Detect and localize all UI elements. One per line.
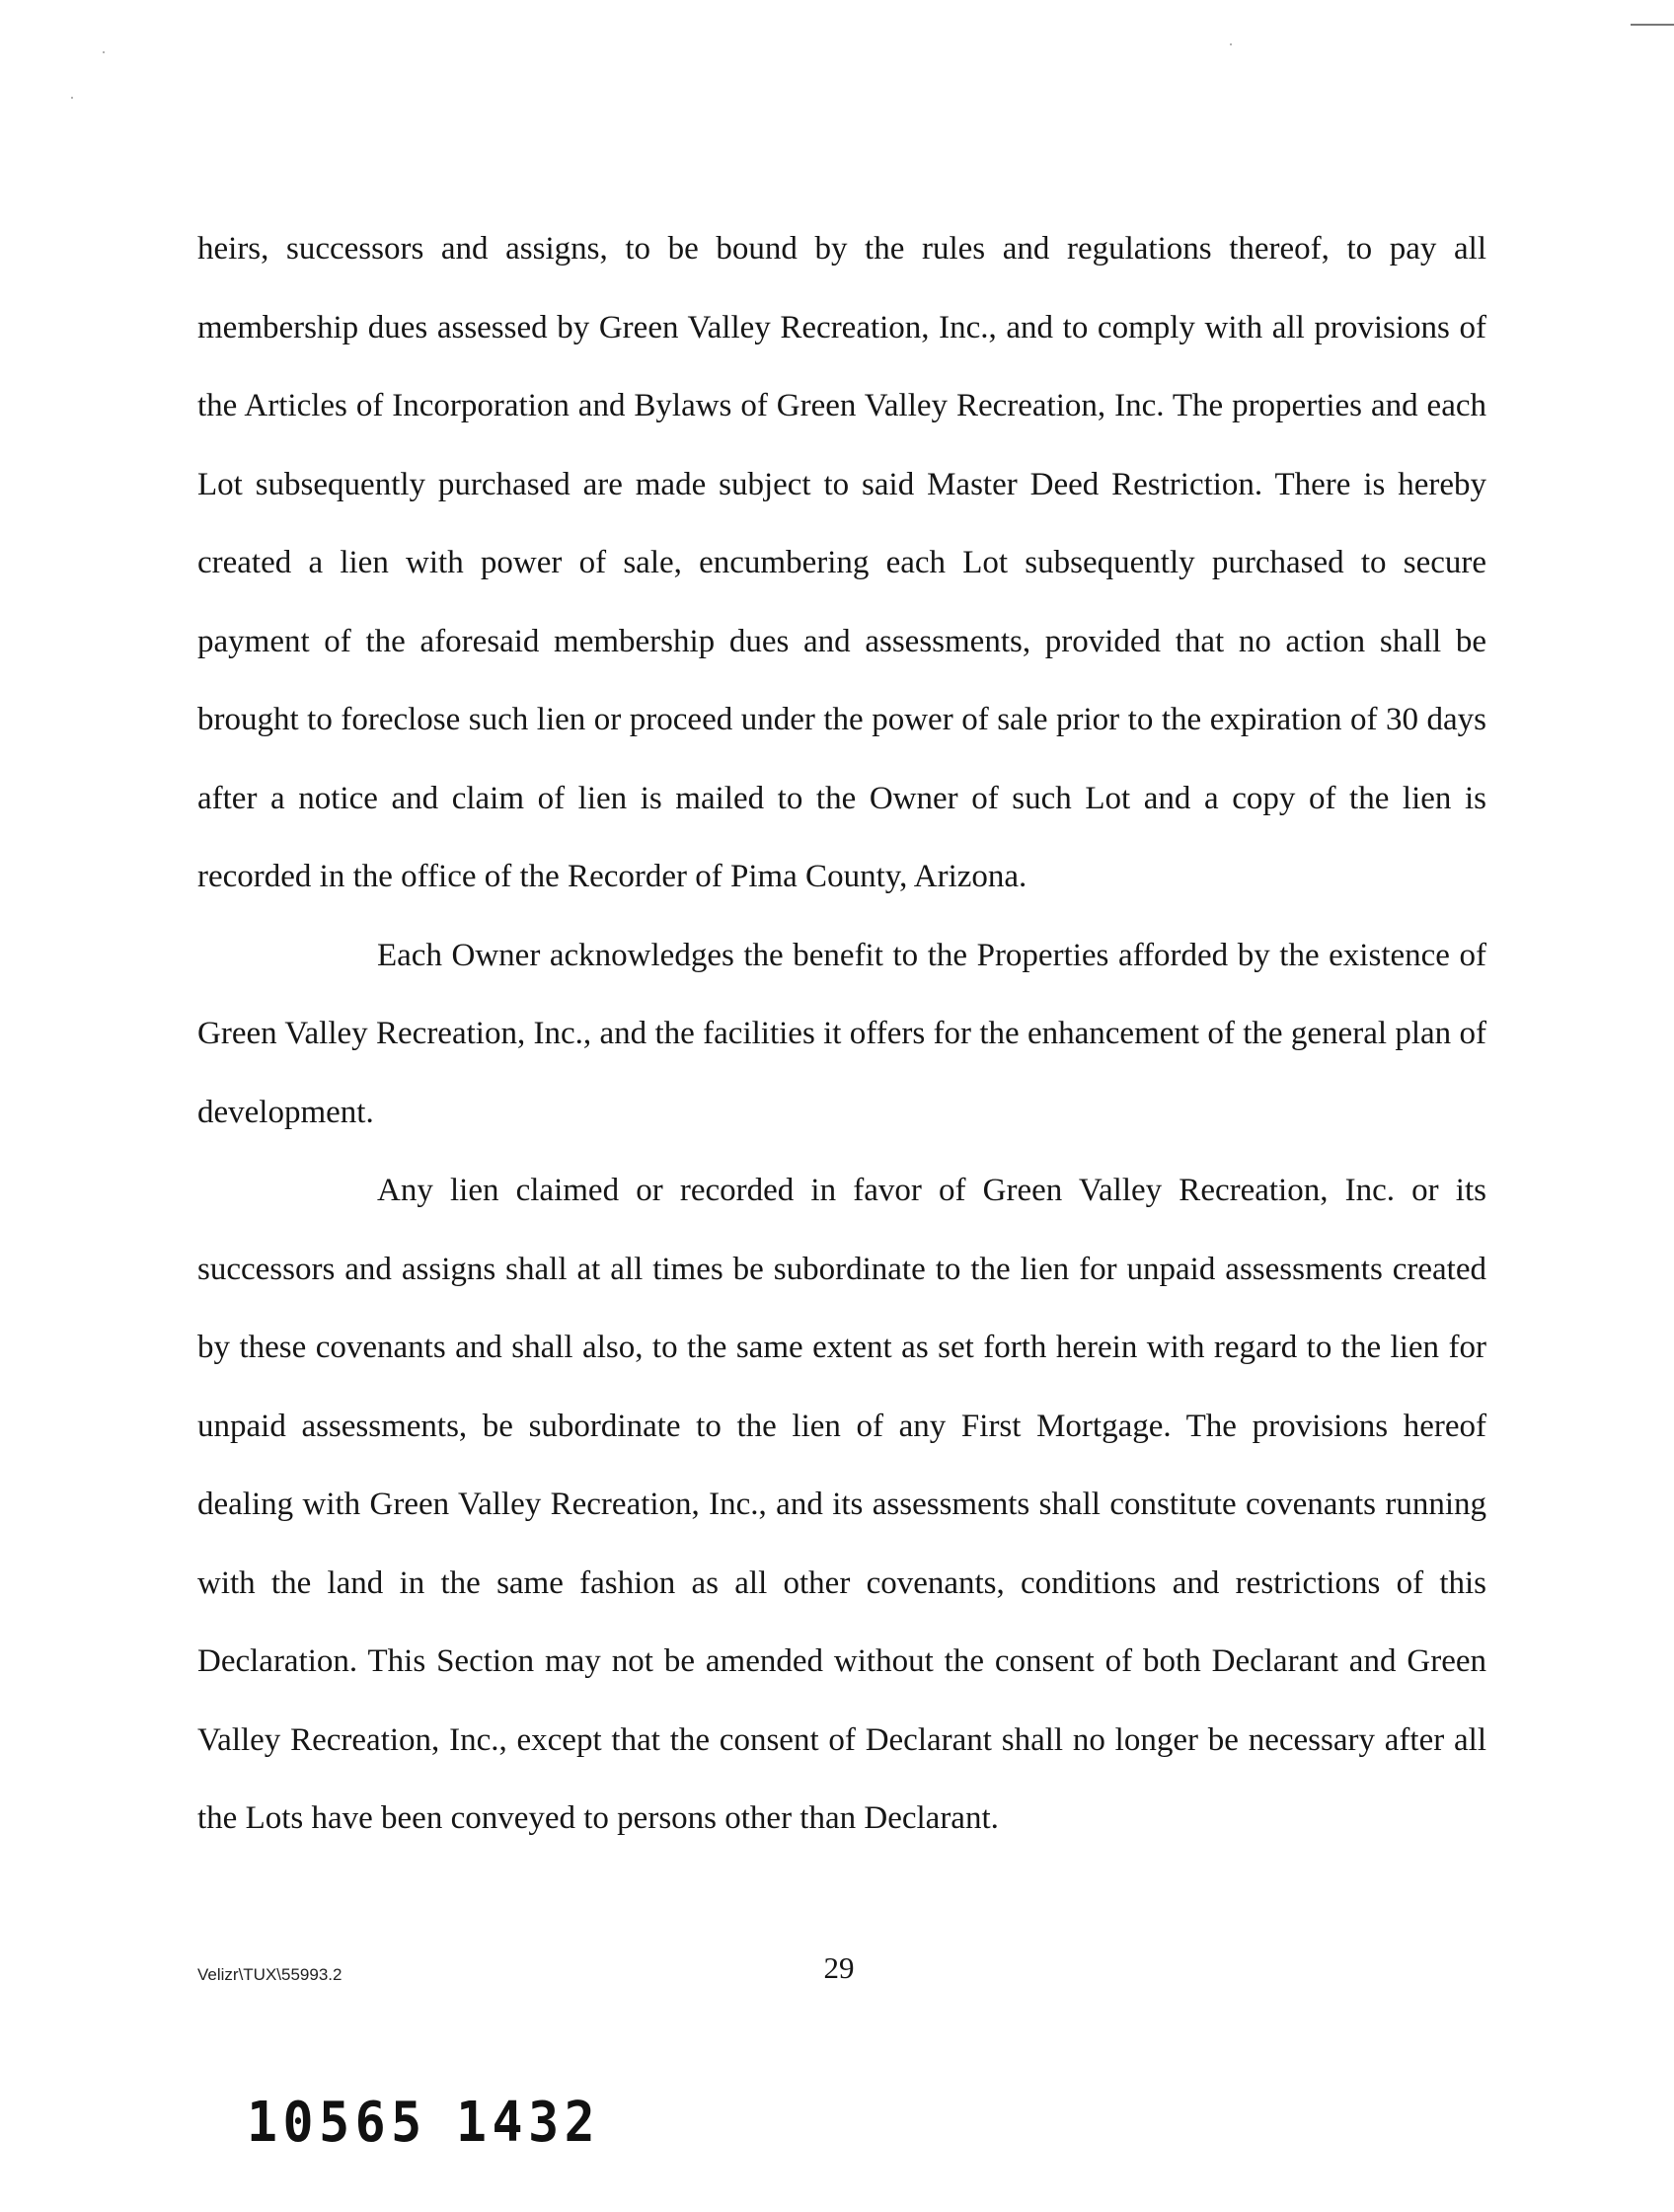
recording-page-number: 1432: [456, 2091, 601, 2155]
paragraph-lien-subordination: Any lien claimed or recorded in favor of Green Valley Recreation, Inc. or its successors and assigns shall at all times be subordinate to the lien for unpaid assessments created by these covenants and shall also, to the same extent as set forth herein with regard to the lien for unpaid assessments, be subordinate to the lien of any First Mortgage. The provisions hereof dealing with Green Valley Recreation, Inc., and its assessments shall constitute covenants running with the land in the same fashion as all other covenants, conditions and restrictions of this Declaration. This Section may not be amended without the consent of both Declarant and Green Valley Recreation, Inc., except that the consent of Declarant shall no longer be necessary after all the Lots have been conveyed to persons other than Declarant.: [197, 1173, 1486, 1836]
recording-book-number: 10565: [247, 2091, 427, 2155]
footer-document-id: Velizr\TUX\55993.2: [197, 1965, 342, 1984]
scan-speck: [71, 97, 73, 99]
scan-speck: [1230, 43, 1232, 45]
paragraph-dues-lien: heirs, successors and assigns, to be bound by the rules and regulations thereof, to pay all membership dues assessed by Green Valley Recreation, Inc., and to comply with all provisions of the Articles of Incorporation and Bylaws of Green Valley Recreation, Inc. The properties and each Lot subsequently purchased are made subject to said Master Deed Restriction. There is hereby created a lien with power of sale, encumbering each Lot subsequently purchased to secure payment of the aforesaid membership dues and assessments, provided that no action shall be brought to foreclose such lien or proceed under the power of sale prior to the expiration of 30 days after a notice and claim of lien is mailed to the Owner of such Lot and a copy of the lien is recorded in the office of the Recorder of Pima County, Arizona.: [197, 231, 1486, 894]
scan-speck: [103, 51, 105, 53]
page-number: 29: [823, 1950, 855, 1985]
body-text: [197, 210, 1486, 1859]
paragraph-owner-acknowledgement: Each Owner acknowledges the benefit to the Properties afforded by the existence of Green Valley Recreation, Inc., and the facilities it offers for the enhancement of the general plan of development.: [197, 937, 1486, 1130]
scan-edge-mark: [1631, 24, 1674, 26]
